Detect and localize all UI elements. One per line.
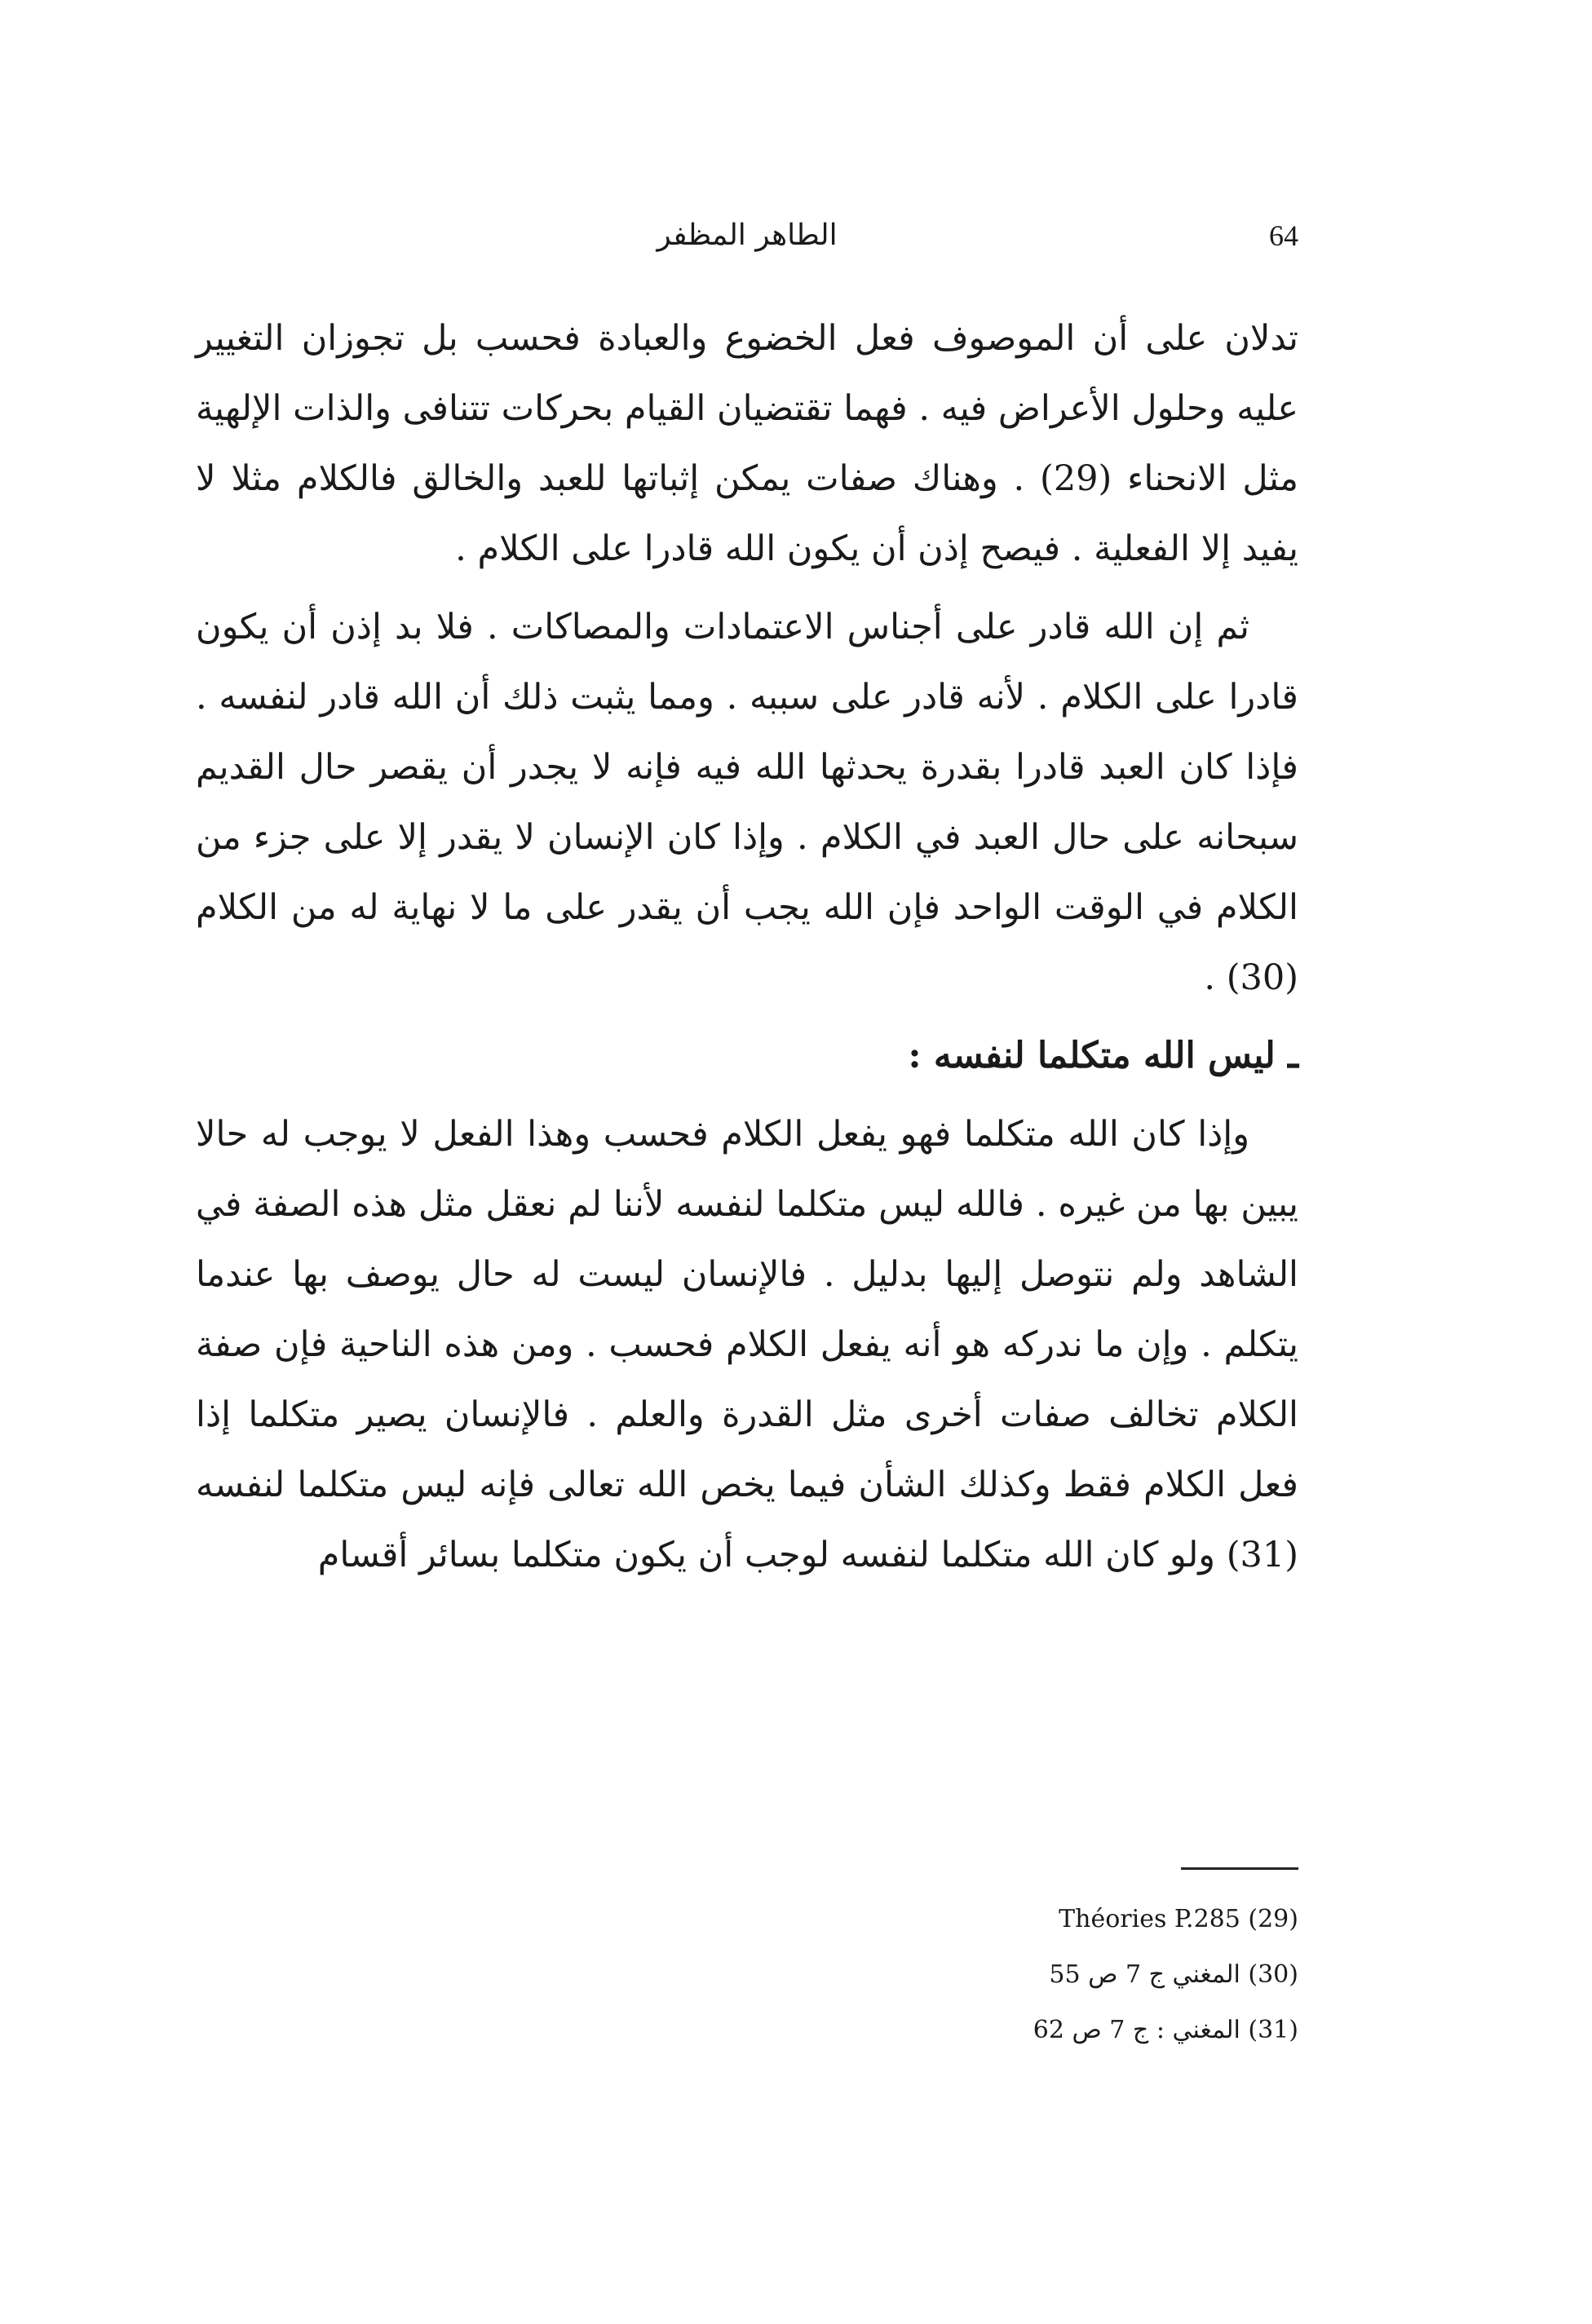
- paragraph-1: تدلان على أن الموصوف فعل الخضوع والعبادة فحسب بل تجوزان التغيير عليه وحلول الأعراض فيه . فهما تقتضيان القيام بحركات تتنافى والذات الإلهية مثل الانحناء (29) . وهناك صفات يمكن إثباتها للعبد والخالق فالكلام مثلا لا يفيد إلا الفعلية . فيصح إذن أن يكون الله قادرا على الكلام .: [196, 318, 1298, 569]
- section-subheading: ـ ليس الله متكلما لنفسه :: [908, 1035, 1298, 1076]
- footnote-text: المغني : ج 7 ص 62: [1033, 2016, 1240, 2044]
- paragraph-3: وإذا كان الله متكلما فهو يفعل الكلام فحسب وهذا الفعل لا يوجب له حالا يبين بها من غيره . فالله ليس متكلما لنفسه لأننا لم نعقل مثل هذه الصفة في الشاهد ولم نتوصل إليها بدليل . فالإنسان ليست له حال يوصف بها عندما يتكلم . وإن ما ندركه هو أنه يفعل الكلام فحسب . ومن هذه الناحية فإن صفة الكلام تخالف صفات أخرى مثل القدرة والعلم . فالإنسان يصير متكلما إذا فعل الكلام فقط وكذلك الشأن فيما يخص الله تعالى فإنه ليس متكلما لنفسه (31) ولو كان الله متكلما لنفسه لوجب أن يكون متكلما بسائر أقسام: [196, 1114, 1298, 1575]
- main-text: [196, 303, 1298, 1598]
- running-title: الطاهر المظفر: [657, 219, 838, 252]
- footnote-text: Théories P.285: [1059, 1905, 1240, 1933]
- footnotes: [816, 1892, 1298, 2058]
- footnote-30: [816, 1947, 1298, 2003]
- footnote-text: المغني ج 7 ص 55: [1049, 1960, 1240, 1989]
- footnote-29: [816, 1892, 1298, 1947]
- page-number: 64: [1269, 219, 1298, 252]
- footnote-marker: (31): [1248, 2016, 1298, 2044]
- paragraph-2: ثم إن الله قادر على أجناس الاعتمادات والمصاكات . فلا بد إذن أن يكون قادرا على الكلام . لأنه قادر على سببه . ومما يثبت ذلك أن الله قادر لنفسه . فإذا كان العبد قادرا بقدرة يحدثها الله فيه فإنه لا يجدر أن يقصر حال القديم سبحانه على حال العبد في الكلام . وإذا كان الإنسان لا يقدر إلا على جزء من الكلام في الوقت الواحد فإن الله يجب أن يقدر على ما لا نهاية له من الكلام (30) .: [196, 607, 1298, 998]
- footnote-31: [816, 2003, 1298, 2058]
- footnote-marker: (30): [1248, 1960, 1298, 1989]
- footnote-marker: (29): [1248, 1905, 1298, 1933]
- footnote-divider: [1181, 1867, 1298, 1870]
- page-header: [196, 219, 1298, 284]
